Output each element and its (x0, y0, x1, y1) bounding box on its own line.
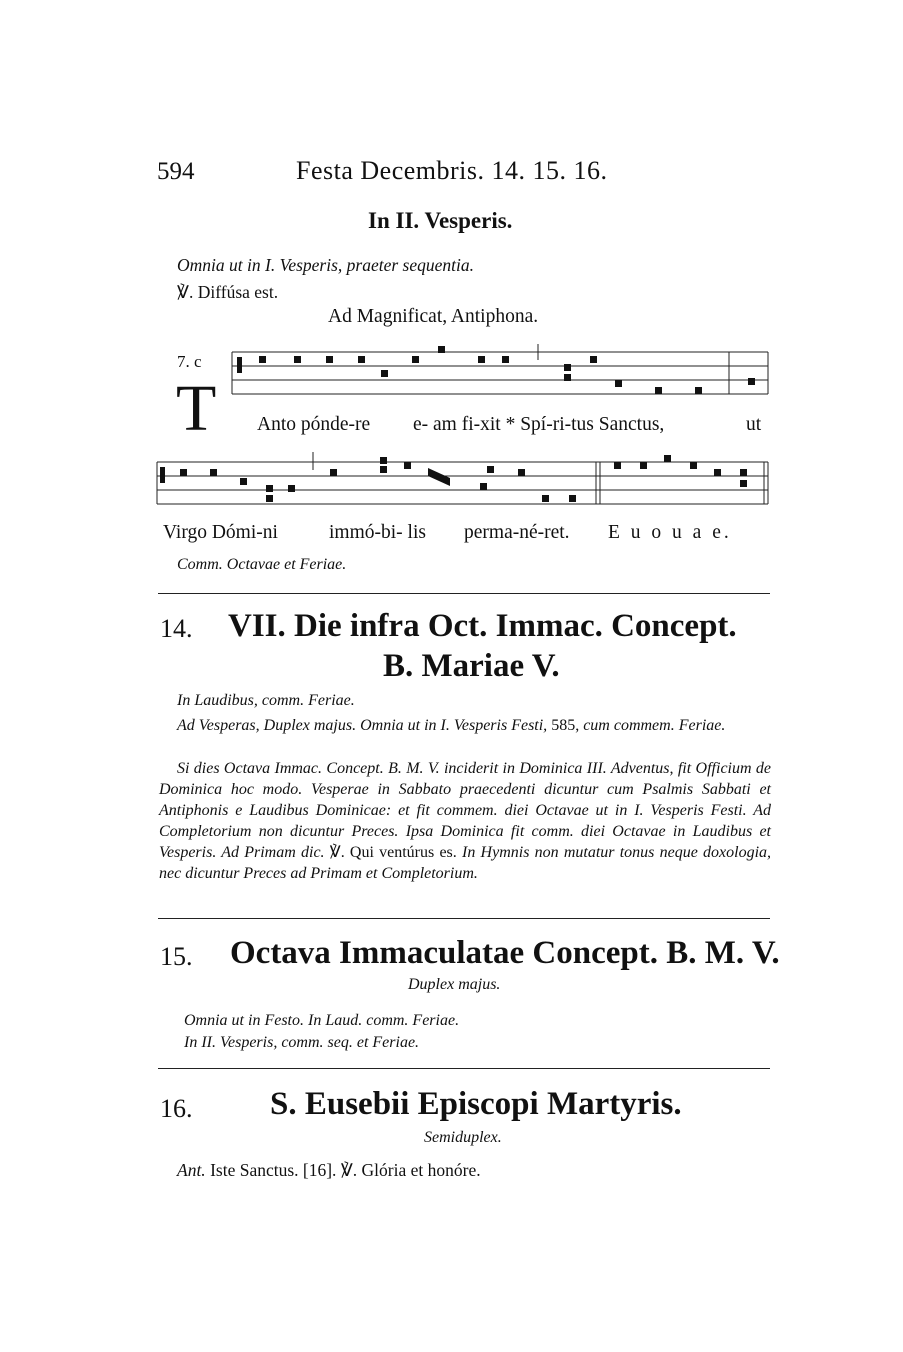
day16-title: S. Eusebii Episcopi Martyris. (270, 1086, 682, 1122)
versicle-text: Diffúsa est. (197, 282, 279, 302)
day14-number: 14. (160, 614, 193, 643)
lyric-1b: e- am fi-xit * Spí-ri-tus Sanctus, (413, 414, 665, 435)
running-title: Festa Decembris. 14. 15. 16. (296, 156, 608, 185)
day15-line1: Omnia ut in Festo. In Laud. comm. Feriae. (184, 1012, 460, 1029)
divider (158, 918, 770, 919)
day14-title-2: B. Mariae V. (383, 648, 560, 684)
versicle-mark: ℣. (177, 282, 194, 302)
day14-title-1: VII. Die infra Oct. Immac. Concept. (228, 608, 737, 644)
page-number: 594 (157, 158, 195, 185)
day15-title: Octava Immaculatae Concept. B. M. V. (230, 935, 780, 971)
day14-p3-b: In Hymnis non mutatur tonus neque doxologia, nec dicuntur Preces ad Primam et Completorium. (159, 844, 772, 882)
divider (158, 593, 770, 594)
day16-ant-text: Iste Sanctus. [16]. (210, 1160, 337, 1180)
day16-antiphon (177, 1160, 481, 1181)
mode-label: 7. c (177, 352, 202, 371)
day16-rank: Semiduplex. (424, 1129, 502, 1146)
day16-number: 16. (160, 1094, 193, 1123)
lyric-2d: E u o u a e. (608, 522, 732, 543)
lyric-2b: immó-bi- lis (329, 522, 426, 543)
day14-p3-versicle: ℣. Qui ventúrus es. (329, 844, 457, 861)
day14-p3 (159, 758, 771, 884)
day14-p1: In Laudibus, comm. Feriae. (177, 692, 355, 709)
lyric-2c: perma-né-ret. (464, 522, 570, 543)
day16-ant-label: Ant. (177, 1160, 206, 1180)
day15-line2: In II. Vesperis, comm. seq. et Feriae. (184, 1034, 420, 1051)
vespers-note: Omnia ut in I. Vesperis, praeter sequentia. (177, 255, 474, 275)
day14-p2-a: Ad Vesperas, Duplex majus. Omnia ut in I. Vesperis Festi, (177, 717, 548, 734)
day14-p2-b: cum commem. Feriae. (583, 717, 726, 734)
lyric-2a: Virgo Dómi-ni (163, 522, 278, 543)
day14-p2 (159, 715, 771, 736)
day14-p2-page: 585, (551, 717, 580, 734)
chant-initial: T (176, 372, 217, 445)
day15-rank: Duplex majus. (408, 976, 501, 993)
lyric-1a: Anto pónde-re (257, 414, 371, 435)
lyric-1c: ut (746, 414, 762, 435)
day16-versicle: ℣. Glória et honóre. (340, 1160, 481, 1180)
section-title-vespers: In II. Vesperis. (368, 208, 513, 233)
antiphon-heading: Ad Magnificat, Antiphona. (328, 306, 539, 327)
day14-p3-a: Si dies Octava Immac. Concept. B. M. V. inciderit in Dominica III. Adventus, fit Officium de Dominica hoc modo. Vesperae in Sabbato praecedenti dicuntur cum Psalmis Sabbati et Antiphonis e Laudibus Dominicae: et fit commem. diei Octavae ut in I. Vesperis Festi. Ad Completorium non dicuntur Preces. Ipsa Dominica fit comm. diei Octavae in Laudibus et Vesperis. Ad Primam dic. (159, 760, 771, 861)
vespers-after: Comm. Octavae et Feriae. (177, 556, 347, 573)
day15-number: 15. (160, 942, 193, 971)
divider (158, 1068, 770, 1069)
